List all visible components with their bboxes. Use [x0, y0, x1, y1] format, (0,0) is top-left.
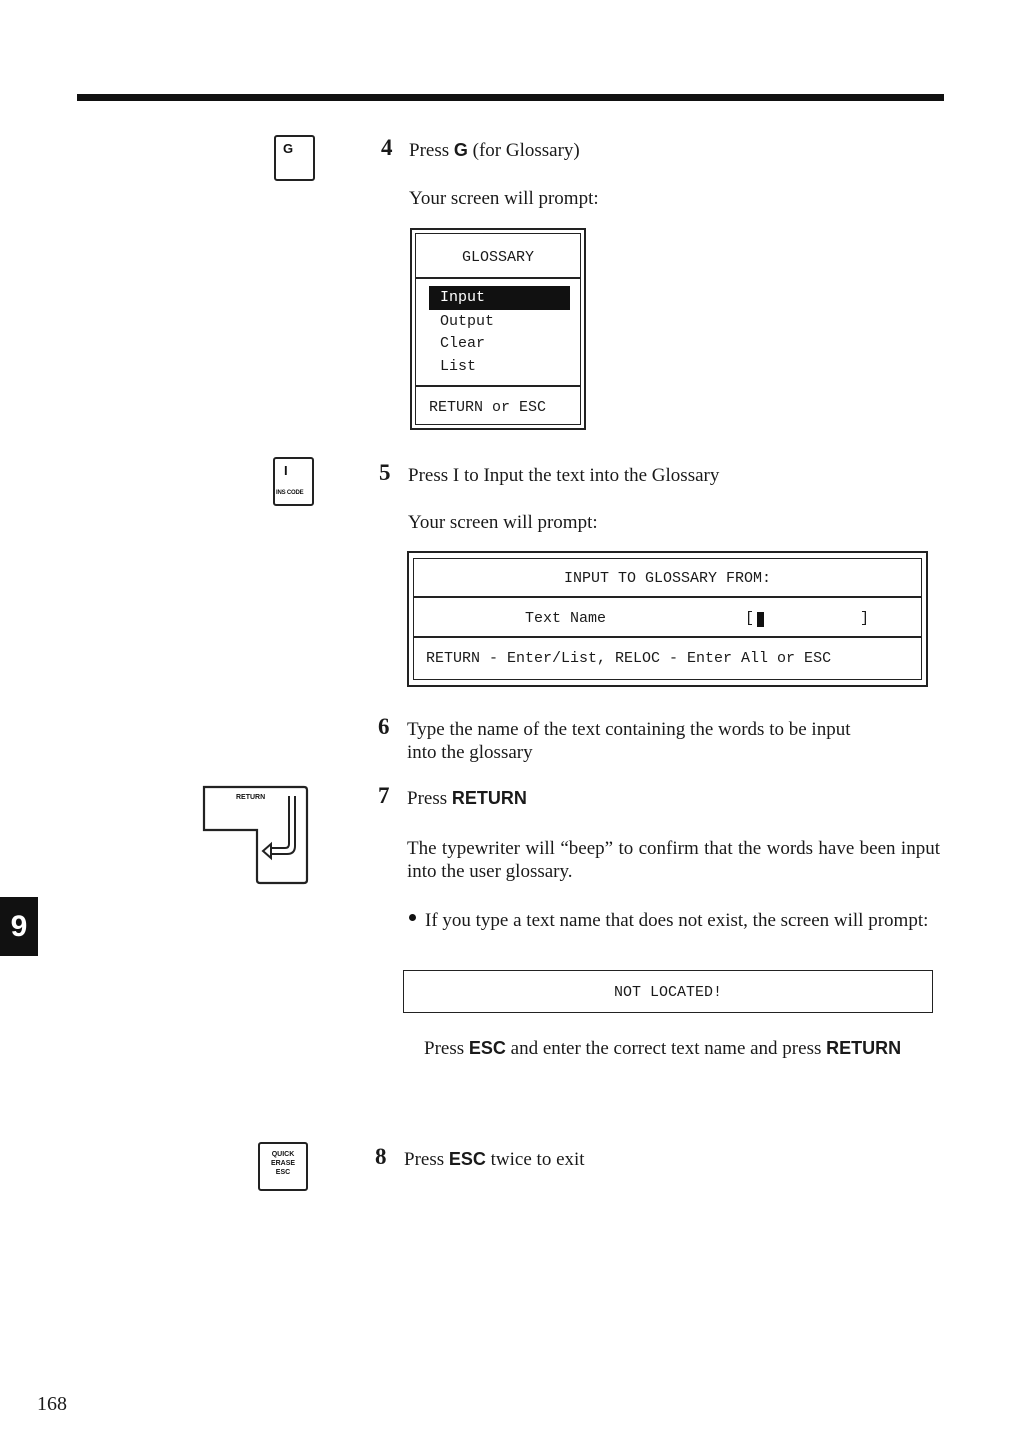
glossary-menu-box	[410, 228, 586, 430]
input-glossary-box	[407, 551, 928, 687]
step-7-after-pre: Press	[424, 1038, 465, 1059]
return-key-label: RETURN	[236, 794, 266, 801]
step-7-key: RETURN	[451, 788, 527, 808]
step-4-post: (for Glossary)	[472, 140, 580, 161]
glossary-menu-item-list: List	[440, 358, 477, 375]
header-rule	[77, 94, 944, 101]
step-7-after-key2: RETURN	[826, 1038, 902, 1058]
glossary-menu-title: GLOSSARY	[461, 249, 534, 266]
input-glossary-inner	[413, 558, 922, 680]
step-5-number: 5	[379, 460, 391, 485]
step-7-after-text	[424, 1037, 940, 1060]
step-7-bullet-text: If you type a text name that does not exist, the screen will prompt:	[425, 910, 929, 931]
text-name-label: Text Name	[525, 610, 607, 627]
step-4-pre: Press	[409, 140, 450, 161]
glossary-menu-item-clear: Clear	[440, 335, 486, 352]
step-7-after-mid: and enter the correct text name and press	[510, 1038, 822, 1059]
step-4-key: G	[453, 140, 468, 160]
input-glossary-footer: RETURN - Enter/List, RELOC - Enter All or ESC	[426, 650, 832, 667]
input-glossary-divider-bottom	[414, 636, 921, 638]
step-8-post: twice to exit	[490, 1149, 585, 1170]
text-name-field[interactable]	[745, 608, 871, 630]
step-4-number: 4	[381, 135, 393, 160]
step-8-number: 8	[375, 1144, 387, 1169]
step-7-text	[407, 787, 527, 810]
step-7-paragraph: The typewriter will “beep” to confirm that the words have been input into the user glossary.	[407, 838, 940, 882]
glossary-menu-divider-bottom	[416, 385, 580, 387]
step-6-number: 6	[378, 714, 390, 739]
esc-key-line-2: ERASE	[270, 1160, 296, 1167]
g-key-icon	[274, 135, 315, 181]
g-key-label: G	[283, 141, 294, 156]
i-key-sublabel: INS CODE	[276, 490, 304, 496]
step-7-number: 7	[378, 783, 390, 808]
step-7-pre: Press	[407, 788, 448, 809]
glossary-menu-inner	[415, 233, 581, 425]
step-7-after-key1: ESC	[468, 1038, 506, 1058]
i-key-label: I	[284, 463, 288, 478]
not-located-box	[403, 970, 933, 1013]
glossary-menu-item-input: Input	[440, 289, 486, 306]
step-8-key: ESC	[448, 1149, 486, 1169]
i-key-icon	[273, 457, 314, 506]
esc-key-line-3: ESC	[275, 1169, 291, 1176]
text-name-field-open: [	[745, 610, 755, 627]
esc-key-line-1: QUICK	[271, 1151, 295, 1158]
step-8-text	[404, 1148, 585, 1171]
input-glossary-title: INPUT TO GLOSSARY FROM:	[563, 570, 772, 587]
glossary-menu-footer: RETURN or ESC	[429, 399, 547, 416]
page-number: 168	[37, 1393, 67, 1415]
bullet-icon	[409, 914, 416, 921]
glossary-menu-item-output: Output	[440, 313, 495, 330]
input-glossary-divider-top	[414, 596, 921, 598]
not-located-text: NOT LOCATED!	[613, 984, 723, 1001]
esc-key-icon	[258, 1142, 308, 1191]
glossary-menu-divider-top	[416, 277, 580, 279]
step-5-text: Press I to Input the text into the Glossary	[408, 465, 720, 486]
text-name-field-close: ]	[860, 610, 870, 627]
step-5-prompt: Your screen will prompt:	[408, 512, 598, 533]
step-6-line-2: into the glossary	[407, 742, 533, 763]
chapter-tab: 9	[0, 897, 38, 956]
text-cursor-icon	[757, 612, 764, 627]
step-4-text	[409, 139, 580, 162]
step-8-pre: Press	[404, 1149, 445, 1170]
step-4-prompt: Your screen will prompt:	[409, 188, 599, 209]
step-6-line-1: Type the name of the text containing the words to be input	[407, 719, 851, 740]
